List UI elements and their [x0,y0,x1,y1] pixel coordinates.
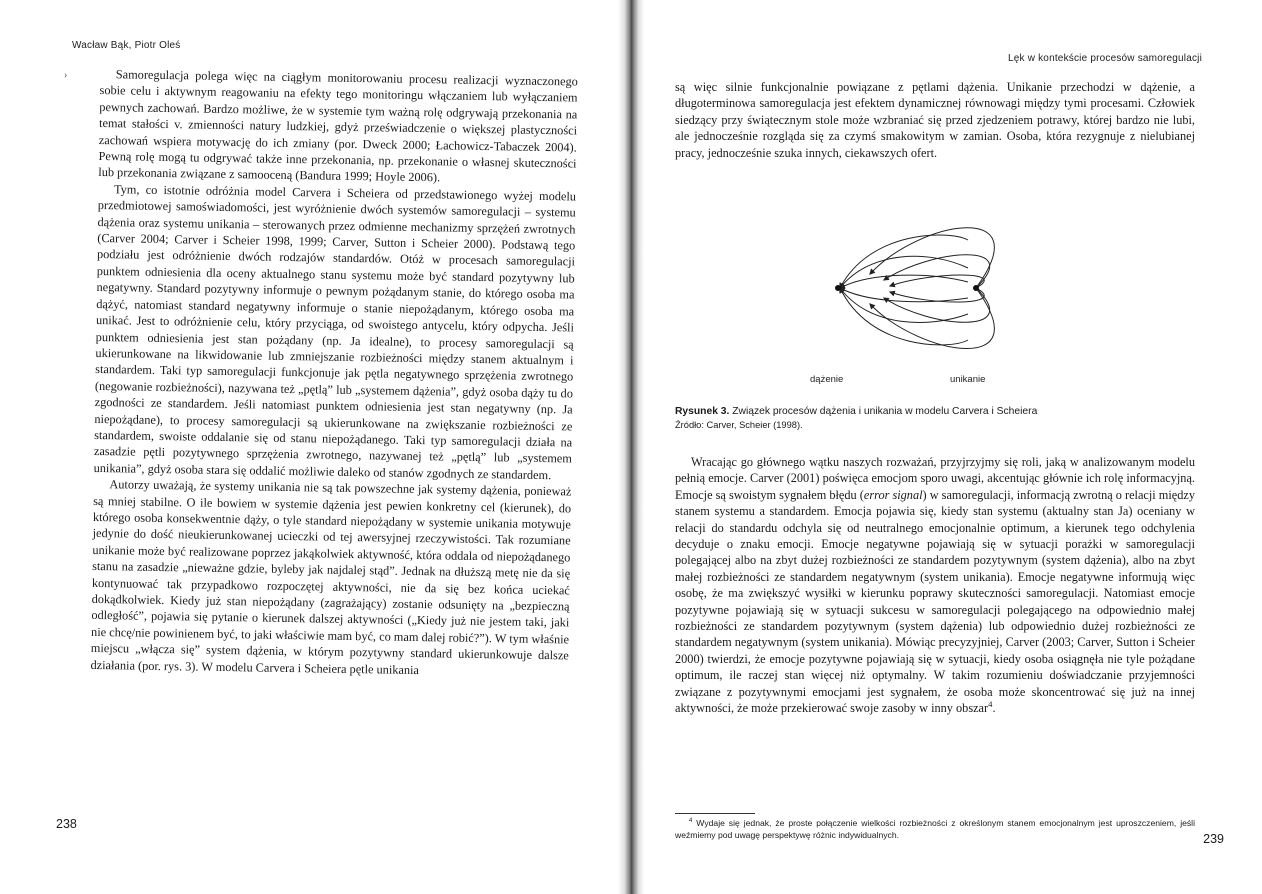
left-running-head-text: Wacław Bąk, Piotr Oleś [72,40,181,51]
right-body-text-top [675,79,1195,161]
left-paragraph-3: Autorzy uważają, że systemy unikania nie są tak powszechne jak systemy dążenia, ponieważ są mniej stabilne. O ile bowiem w systemie dążenia jest pewien konkretny cel (kierunek), do którego osoba konsekwentnie dąży, o tyle standard niepożądany w systemie unikania motywuje jedynie do dość nieukierunkowanej ucieczki od tej awersyjnej rzeczywistości. Tak rozumiane unikanie może być realizowane poprzez jakąkolwiek aktywność, która oddala od niepożądanego stanu na zasadzie „nieważne gdzie, byleby jak najdalej stąd”. Jednak na dłuższą metę nie da się kontynuować tak przypadkowo rozpoczętej aktywności, nie da się bez końca uciekać dokądkolwiek. Kiedy już stan niepożądany (zagrażający) zostanie odsunięty na „bezpieczną odległość”, pojawia się pytanie o kierunek dalszej aktywności („Kiedy już nie jestem taki, jaki nie chcę/nie powinienem być, to jaki właściwie mam być, co mam dalej robić?”). W tym właśnie miejscu „włącza się” system dążenia, w którym pozytywny standard ukierunkowuje dalsze działania (por. rys. 3). W modelu Carvera i Scheiera pętle unikania [90,477,572,677]
left-running-head [72,40,181,51]
left-page [0,0,622,894]
approach-point [835,285,841,291]
caption-text: Związek procesów dążenia i unikania w modelu Carvera i Scheiera [732,406,1038,417]
right-paragraph-main: Wracając go głównego wątku naszych rozważań, przyjrzyjmy się roli, jaką w analizowanym modelu pełnią emocje. Carver (2001) poświęca emocjom sporo uwagi, akcentując głównie ich rolę informacyjną. Emocje są swoistym sygnałem błędu (error signal) w samoregulacji, informacją zwrotną o relacji między stanem systemu a standardem. Emocja pojawia się, kiedy stan systemu (aktualny stan Ja) oceniany w relacji do standardu odchyla się od neutralnego emocjonalnie optimum, a kierunek tego odchylenia decyduje o znaku emocji. Emocje negatywne pojawiają się w sytuacji porażki w samoregulacji polegającej albo na zbyt dużej rozbieżności ze standardem pozytywnym (system dążenia), albo na zbyt małej rozbieżności ze standardem negatywnym (system unikania). Emocje negatywne informują więc osobę, że ma zwiększyć wysiłki w kierunku poprawy skuteczności samoregulacji. Natomiast emocje pozytywne pojawiają się w sytuacji sukcesu w samoregulacji polegającego na odpowiednio małej rozbieżności ze standardem pozytywnym (system dążenia) lub odpowiednio dużej rozbieżności ze standardem negatywnym (system unikania). Mówiąc precyzyjniej, Carver (2003; Carver, Sutton i Scheier 2000) twierdzi, że emocje pozytywne pojawiają się w sytuacji, kiedy osoba osiągnęła nie tyle pożądane optimum, ile raczej stan więcej niż optymalny. W takim rozumieniu doświadczanie przyjemności związane z pozytywnymi emocjami jest sygnałem, że osoba może skoncentrować się już na innej aktywności, że może przekierować swoje zasoby w inny obszar$^4$. [675,455,1195,716]
main-text-part-1: Wracając go głównego wątku naszych rozważań, przyjrzyjmy się roli, jaką w analizowanym modelu pełnią emocje. Carver (2001) poświęca emocjom sporo uwagi, akcentując głównie ich rolę informacyjną. Emocje są swoistym sygnałem błędu ( [675,455,1195,502]
right-body-text-main [675,454,1195,717]
figure-caption [675,406,1195,431]
diagram-loops [840,228,994,349]
footnote-reference: 4 [988,699,993,709]
approach-avoidance-diagram [810,210,1030,388]
right-page-number: 239 [1203,832,1224,846]
right-running-head-text: Lęk w kontekście procesów samoregulacji [1008,53,1202,64]
footnote [675,817,1195,841]
main-text-emphasis: error signal [863,487,923,502]
right-paragraph-top: są więc silnie funkcjonalnie powiązane z pętlami dążenia. Unikanie przechodzi w dążenie, a długoterminowa samoregulacja jest efektem dynamicznej równowagi między tymi procesami. Człowiek siedzący przy świątecznym stole może wzbraniać się przed zjedzeniem potrawy, której bardzo nie lubi, ale jednocześnie rozgląda się za czymś smakowitym w zamian. Osoba, która rezygnuje z nielubianej pracy, jednocześnie szuka innych, ciekawszych ofert. [675,80,1195,160]
label-avoidance: unikanie [950,374,986,385]
left-paragraph-2: Tym, co istotnie odróżnia model Carvera i Scheiera od przedstawionego wyżej modelu przedmiotowej samoświadomości, jest wyróżnienie dwóch systemów samoregulacji – systemu dążenia oraz systemu unikania – sterowanych przez odmienne mechanizmy sprzężeń zwrotnych (Carver 2004; Carver i Scheier 1998, 1999; Carver, Sutton i Scheier 2000). Podstawą tego podziału jest odróżnienie dwóch rodzajów standardów. Otóż w procesach samoregulacji punktem odniesienia dla oceny aktualnego stanu systemu może być standard pozytywny lub negatywny. Standard pozytywny informuje o pewnym pożądanym stanie, do którego osoba ma dążyć, natomiast standard negatywny informuje o stanie niepożądanym, którego osoba ma unikać. Jest to odróżnienie celu, który przyciąga, od swoistego antycelu, który odpycha. Jeśli punktem odniesienia jest stan pożądany (np. Ja idealne), to procesy samoregulacji są ukierunkowane na likwidowanie lub zmniejszanie rozbieżności między stanem aktualnym i standardem. Taki typ samoregulacji funkcjonuje jak pętla negatywnego sprzężenia zwrotnego (negowanie rozbieżności), nazywana też „pętlą” lub „systemem dążenia”, gdyż osoba dąży tu do zgodności ze standardem. Jeśli natomiast punktem odniesienia jest stan negatywny (np. Ja niepożądane), to procesy samoregulacji są ukierunkowane na zwiększanie rozbieżności ze standardem, swoiste oddalanie się od stanu niepożądanego. Taki typ samoregulacji działa na zasadzie pętli pozytywnego sprzężenia zwrotnego, nazywanej też „pętlą” lub „systemem unikania”, gdyż osoba stara się oddalić możliwie daleko od stanów zgodnych ze standardem. [93,182,577,482]
figure-source: Źródło: Carver, Scheier (1998). [675,419,803,430]
label-approach: dążenie [810,374,844,385]
right-running-head [1008,53,1202,64]
margin-mark: › [64,70,68,81]
main-text-part-2: ) w samoregulacji, informacją zwrotną o relacji między stanem systemu a standardem. Emocja pojawia się, kiedy stan systemu (aktualny stan Ja) oceniany w relacji do standardu odchyla się od neutralnego emocjonalnie optimum, a kierunek tego odchylenia decyduje o znaku emocji. Emocje negatywne pojawiają się w sytuacji porażki w samoregulacji polegającej albo na zbyt dużej rozbieżności ze standardem pozytywnym (system dążenia), albo na zbyt małej rozbieżności ze standardem negatywnym (system unikania). Emocje negatywne informują więc osobę, że ma zwiększyć wysiłki w kierunku poprawy skuteczności samoregulacji. Natomiast emocje pozytywne pojawiają się w sytuacji sukcesu w samoregulacji polegającego na odpowiednio małej rozbieżności ze standardem pozytywnym (system dążenia) lub odpowiednio dużej rozbieżności ze standardem negatywnym (system unikania). Mówiąc precyzyjniej, Carver (2003; Carver, Sutton i Scheier 2000) twierdzi, że emocje pozytywne pojawiają się w sytuacji, kiedy osoba osiągnęła nie tyle pożądane optimum, ile raczej stan więcej niż optymalny. W takim rozumieniu doświadczanie przyjemności związane z pozytywnymi emocjami jest sygnałem, że osoba może skoncentrować się już na innej aktywności, że może przekierować swoje zasoby w inny obszar [675,487,1195,716]
footnote-rule [675,813,755,814]
left-body-text [90,66,577,680]
footnote-number: 4 [689,818,693,825]
footnote-text: Wydaje się jednak, że proste połączenie wielkości rozbieżności z określonym stanem emocjonalnym jest uproszczeniem, jeśli weźmiemy pod uwagę perspektywę różnic indywidualnych. [675,818,1195,840]
right-page [640,0,1262,894]
caption-label: Rysunek 3. [675,406,730,417]
left-page-number: 238 [56,817,77,831]
left-paragraph-1: Samoregulacja polega więc na ciągłym monitorowaniu procesu realizacji wyznaczonego sobie celu i aktywnym reagowaniu na efekty tego monitoringu włączaniem lub wyłączaniem pewnych zachowań. Bardzo możliwe, że w systemie tym ważną rolę odgrywają przekonania na temat stałości v. zmienności natury ludzkiej, gdyż przeświadczenie o większej plastyczności zachowań wspiera motywację do ich zmiany (por. Dweck 2000; Łachowicz-Tabaczek 2004). Pewną rolę mogą tu odgrywać także inne przekonania, np. przekonanie o własnej skuteczności lub przekonania związane z samooceną (Bandura 1999; Hoyle 2006). [98,67,578,185]
avoidance-point [973,285,979,291]
figure-3-diagram [810,210,1030,388]
